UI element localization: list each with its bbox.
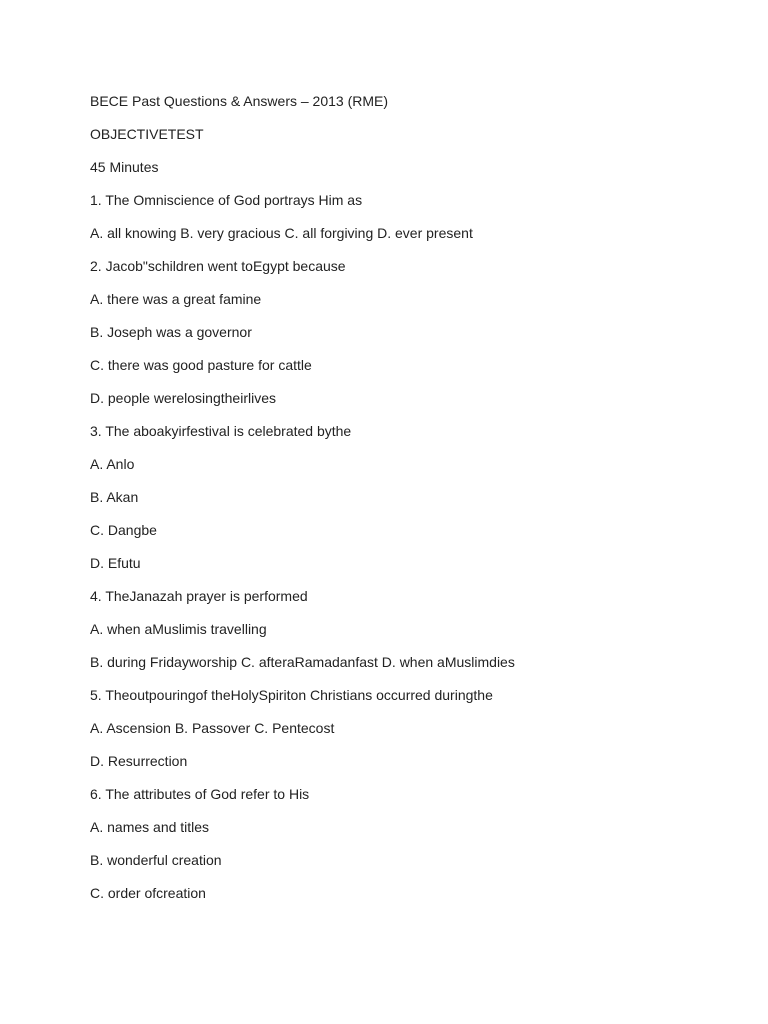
question-3-option-d: D. Efutu bbox=[90, 555, 141, 571]
question-4-option-a: A. when aMuslimis travelling bbox=[90, 621, 267, 637]
question-3-option-a: A. Anlo bbox=[90, 456, 135, 472]
question-2-option-d: D. people werelosingtheirlives bbox=[90, 390, 276, 406]
question-4: 4. TheJanazah prayer is performed bbox=[90, 588, 308, 604]
question-6-option-c: C. order ofcreation bbox=[90, 885, 206, 901]
question-4-options-bcd: B. during Fridayworship C. afteraRamadanfast D. when aMuslimdies bbox=[90, 654, 515, 670]
question-2-option-a: A. there was a great famine bbox=[90, 291, 262, 307]
question-2: 2. Jacob"schildren went toEgypt because bbox=[90, 258, 346, 274]
question-2-option-c: C. there was good pasture for cattle bbox=[90, 357, 312, 373]
question-1: 1. The Omniscience of God portrays Him as bbox=[90, 192, 363, 208]
time-allowed: 45 Minutes bbox=[90, 159, 159, 175]
question-6-option-b: B. wonderful creation bbox=[90, 852, 222, 868]
question-1-options: A. all knowing B. very gracious C. all forgiving D. ever present bbox=[90, 225, 473, 241]
question-2-option-b: B. Joseph was a governor bbox=[90, 324, 252, 340]
section-heading: OBJECTIVETEST bbox=[90, 126, 204, 142]
question-5-options-abc: A. Ascension B. Passover C. Pentecost bbox=[90, 720, 335, 736]
question-3-option-c: C. Dangbe bbox=[90, 522, 157, 538]
question-6-option-a: A. names and titles bbox=[90, 819, 210, 835]
question-3-option-b: B. Akan bbox=[90, 489, 139, 505]
question-3: 3. The aboakyirfestival is celebrated bythe bbox=[90, 423, 352, 439]
question-5-option-d: D. Resurrection bbox=[90, 753, 188, 769]
document-page bbox=[90, 93, 728, 918]
document-title: BECE Past Questions & Answers – 2013 (RME) bbox=[90, 93, 389, 109]
question-6: 6. The attributes of God refer to His bbox=[90, 786, 310, 802]
question-5: 5. Theoutpouringof theHolySpiriton Christians occurred duringthe bbox=[90, 687, 493, 703]
